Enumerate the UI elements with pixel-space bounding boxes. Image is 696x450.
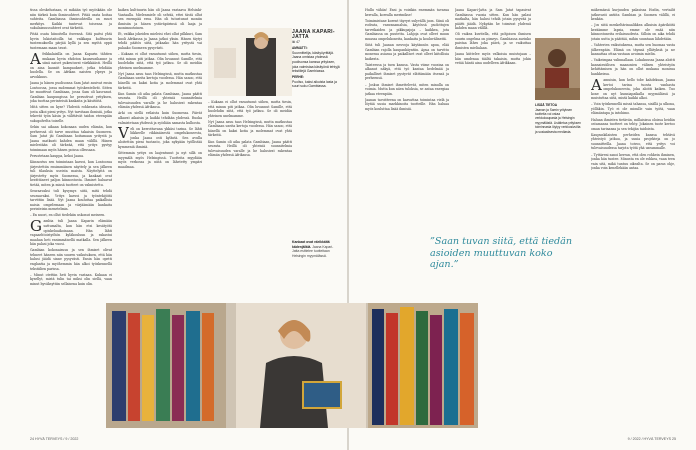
paragraph: Jaana ja hänen puolisonsa Sam Jatat asuivat ensin Lontoossa, jossa molemmat työskentelivät. Sitten he muuttivat Gambiaan, jossa Sam oli kasvanut. Gambian kaupungissa he perustivat yrityksen, joka tuottaa perinteisiä kankaita ja käsitöitä. bbox=[30, 80, 112, 104]
paragraph: Et, vaikka jokeiden mieleisi ehei ollut pilkkuri, Sam kuoli Afrikassa ja Jaana jatkoi yksin. Hänen täytyi tehdä päätös siitä, jatkaako hän yritystä vai palaako Suomeen pysyvästi. bbox=[118, 32, 202, 50]
paragraph: – Joskus ihmiset ihmettelevät, miten minulla on voimia. Mutta kun näen tuloksia, se antaa energiaa jatkaa eteenpäin. bbox=[365, 82, 449, 96]
portrait-photo bbox=[208, 28, 292, 96]
fact-box-heading: AMMATTI: bbox=[292, 46, 308, 51]
paragraph-with-dropcap bbox=[591, 75, 675, 101]
dropcap: A bbox=[591, 75, 602, 94]
photo-caption-text: Jaana Kapari-Jatta esittelee tuotteitaan Helsingin myymälässä. bbox=[292, 244, 334, 258]
main-photo bbox=[106, 303, 478, 428]
photo-caption bbox=[292, 240, 340, 258]
paragraph: Jaana kiittelee myös valkoisia muistojaan – hän umdenaa täältä takaisin, mutta jokin vetää häntä aina uudelleen Afrikkaan. bbox=[455, 52, 531, 66]
paragraph: Nyt Jaana asuu taas Helsingissä, mutta matkustaa Gambiaan useita kertoja vuodessa. Hän sanoo, että hänellä on kaksi kotia ja molemmat ovat yhtä tärkeitä. bbox=[118, 71, 202, 90]
info-box-title: LISÄÄ TIETOA bbox=[535, 103, 558, 108]
paragraph: – Kukaan ei ollut varautunut siihen, mutta tiesin, että minun piti jatkaa. Olin luvannut Samille, että huolehdin siitä, että työ jatkuu. Se oli meidän yhteinen unelmamme. bbox=[208, 100, 292, 118]
paragraph: Hullu vähän! Ensi ja voisikin enemmän tavaraa kerralla, korealla merimikse! bbox=[365, 8, 449, 17]
paragraph-text: ambia tuli Jaana Kaparin elämään sattumalta, kun hän etsi kesätyötä opiskeluaikoinaan. Hän lähti vapaaehtoistyöhön kyläkouluun ja rakastui maahan heti ensimmäisellä matkalla. Sen jälkeen hän palasi joka vuosi. bbox=[30, 219, 112, 247]
paragraph: Jaanan tavoitteena on kasvattaa toimintaa vielä ja löytää uusia markkinoita tuotteille. Hän haluaa myös kouluttaa lisää ihmisiä. bbox=[365, 97, 449, 111]
paragraph: Pitää osata hiinoitella itseensä. Sitä paitsi yhtä hyvin lukiotaitoilla tai vaikkapa kulttuurin tuntemuksella pärjää kyllä ja sen myötä oppii tuntemaan maan tavat. bbox=[30, 32, 112, 50]
paragraph: – En nuori, en ollut tiedekiin uskonut meiseen. bbox=[30, 213, 106, 218]
info-box-text: Jaanan ja Samin yrityksen tuotteita voi ostaa verkkokaupasta ja Helsingin myymälästä. Lisätietoa yrityksen toiminnasta löytyy verkkosivuilta ja sosiaalisesta mediasta. bbox=[535, 107, 581, 134]
dropcap: A bbox=[30, 49, 41, 68]
right-column-1 bbox=[365, 8, 449, 233]
left-column-1 bbox=[30, 8, 112, 434]
fact-box bbox=[292, 30, 342, 89]
paragraph-text: eli on kerrottavana ykkäsi tarina. Se lähti liikkeelle rikkinäisestä ompelukoneesta, jonka Jaana osti kylästä. Sen avulla aloitettiin pieni tuotanto, joka nykyään työllistää kymmeniä ihmisiä. bbox=[118, 126, 202, 149]
photo-caption-bold: Kankaat ovat värikkäitä kädenjälkiä. bbox=[292, 240, 330, 249]
paragraph: – Vahterien vaikutuksena, mutta sen huomaa vasta jälkeenpäin. Elämä on täynnä yllätyksiä ja ne kannattaa ottaa vastaan avoimin mielin. bbox=[591, 43, 675, 57]
paragraph: mäkemässä kurjuuden palasissa Hodin, vertailit jatkuvasti antiita Gambian ja Suomen välillä, ei kenkän. bbox=[591, 8, 675, 22]
paragraph: Seuraavaksi tuli kysymys siitä, mitä tehdä seuraavaksi. Yritys kasvoi ja työntekijöitä tarvittiin lisää. Nyt Jaana kouluttaa paikallisia naisia ompelemaan ja värjäämään kankaita perinteisin menetelmin. bbox=[30, 188, 112, 212]
paragraph: – Voin työskennellä missä tahansa, sisällä ja ulkona, yölläkin. Työ ei ole minulle vain työtä, vaan elämäntapa ja intohimo. bbox=[591, 102, 675, 116]
right-column-3 bbox=[591, 8, 675, 434]
portrait-photo-art bbox=[208, 28, 292, 96]
paragraph: Jaana Kapari-Jatta ja Sam Jatat tapasivat Gambiassa vuosia sitten. Kun hän palasi matkalta, hän halusi tehdä jotain pysyvää ja päätti jäädä. Nykyään he toimivat yhdessä kahden maan välillä. bbox=[455, 8, 531, 31]
dropcap: G bbox=[30, 216, 42, 235]
paragraph: Kaupunkilaisten perheiden kanssa tehtävä yhteistyö jatkuu, ja uusia projekteja on jo suunnitteilla. Jaana toivoo, että yritys voi tulevaisuudessa tarjota työtä yhä useammalle. bbox=[591, 132, 675, 151]
paragraph: Siitä tuli Jaanan neuvoja käytännön apua, elää Gambian rajolla kaupankäyntiin. Apua on tarvittu monessa asiassa ja paikalliset ovat olleet kiitollisia kaikesta. bbox=[365, 43, 449, 61]
fact-box-heading: PERHE: bbox=[292, 74, 305, 79]
paragraph: – Kukaan ei ollut varautunut siihen, mutta tiesin, että minun piti jatkaa. Olin luvannut Samille, että huolehdin siitä, että työ jatkuu. Se oli meidän yhteinen unelmamme. bbox=[118, 52, 202, 70]
paragraph: Toimimistane korent täyryri sulyvällä joon. Siinä oli rodrata, vanvanamalsia, käytössä pudottujen tarveikaiden ja pikkupajoja – kaikkea, jota Gambiassa on puutetta. Lahjoja ovat olleet muun muassa ompelukoneita, kankaita ja kouluvälineitä. bbox=[365, 18, 449, 41]
paragraph-text: amuisin, kun hello tobe kahdeksan, Jaana kertoi tarina tuosta vanhasta ompelukoneesta, joka aloitti kaiken. Tuo kone on nyt kunniapaikalla myymälässä ja muistuttaa siitä, mistä kaikki alkoi. bbox=[591, 78, 675, 101]
paragraph: – Tyttäreni sanoi kerran, että olen rohkein ihminen, jonka hän tuntee. Minusta en ole rohkea, vaan teen vain sitä, mikä tuntuu oikealta. Se on paras ohje, jonka voin kenellekään antaa. bbox=[591, 152, 675, 171]
paragraph: Gambian kokonaisuus ja sen ihmiset olivat tehneet häneen niin suuren vaikutuksen, että hän halusi jäädä sinne pysyvästi. Ensin hän opetti englantia ja myöhemmin hän alkoi työskennellä tekstiilien parissa. bbox=[30, 248, 112, 271]
left-column-2 bbox=[118, 8, 202, 300]
paragraph: Mitä sitten on kyse? Yhdestä rohkeasta ideasta, josta alkoi pieni yritys. Nyt tarvitaan ihmisiä, jotka tekevät työn käsin ja välittävät taidon eteenpäin sukupolvelta toiselle. bbox=[30, 105, 112, 123]
paragraph: Sittemmin yritys on laajentunut ja nyt sillä on myymälä myös Helsingissä. Tuotteita myydään myös verkossa ja niitä on lähetetty ympäri maailmaa. bbox=[118, 151, 202, 169]
main-photo-art bbox=[106, 303, 478, 428]
paragraph: Arki on siellä erilaista kuin Suomessa. Päivät alkavat aikaisin ja kaikki tehdään yhdessä. Ruoka valmistetaan yhdessä ja syödään samasta kulhosta. bbox=[118, 111, 202, 125]
dropcap: V bbox=[118, 124, 129, 143]
right-column-2 bbox=[455, 8, 531, 233]
paragraph: Haluan ihmisten tietävän, millaisissa oloissa heidän ostamansa tuotteet on tehty. Jokainen tuote kertoo oman tarinansa ja sen tekijän taidoista. bbox=[591, 117, 675, 131]
paragraph: Kiinnostus sen toimintaan kasvoi, kun Lontoossa järjestettiin ensimmäinen näyttely ja sen jälkeen tuli tilauksia useista maista. Näyttelyitä on järjestetty myös Suomessa, ja kankaat ovat herättäneet paljon kiinnostusta. Ihmiset haluavat tietää, miten ja missä tuotteet on valmistettu. bbox=[30, 160, 112, 187]
paragraph: Taisteessa ja tuen kanssa. Vasta viime vuosina on alkanut näkyä, että työ kantaa hedelmää ja paikalliset ihmiset pystyvät elättämään itsensä ja perheensä. bbox=[365, 62, 449, 81]
info-box bbox=[535, 102, 581, 134]
left-folio: 24 HYVÄ TERVEYS / 9 / 2022 bbox=[30, 437, 79, 441]
fact-box-title: JAANA KAPARI-JATTA bbox=[292, 29, 335, 41]
paragraph: tissa oleskelustaan, ei mikään työ myöskään ole niin tärkeä kuin ihmissuhteet. Pitää osata hoitaa suhteita. Gambiassa ihmissuhteilla on suuri merkitys. Kaikki tuntevat toisensa ja sukulaisuussuhteet ovat tärkeitä. bbox=[30, 8, 112, 31]
paragraph: – Vaikeimpaa valinnallaan. Lokakuussa Jaana aloitti kansainvälisen maanosien välisen yhteistyön kehittämisen ja hän on ollut mukana monissa hankkeissa. bbox=[591, 58, 675, 76]
fact-box-text: Suunnittelija, käsityöyrittäjä. Jaana omistaa yhdessä puolisonsa kanssa yrityksen, joka valmistaa käsityönä tehtyjä tekstiilejä Gambiassa. bbox=[292, 50, 340, 74]
paragraph: Perustetaan kauppa, kekoi Jaana. bbox=[30, 153, 85, 158]
paragraph: kaiken kulttuurin hän oli Jaana vastaava Helsinki-Vantaalla. Mielenmiele oli selvää, ettei tästä ollut sen enempää eroa. Hän oli tutustunut moniin ihmisiin ja hänen ystäväpiirinsä oli laaja ja monimuotoinen. bbox=[118, 8, 202, 31]
paragraph: Kun Samin oli aika palata Gambiaan, Jaana päätti seurata. Heillä oli yhteisiä suunnitelmia tulevaisuuden varalle ja he halusivat rakentaa elämän yhdessä Afrikassa. bbox=[118, 91, 202, 110]
fact-box-text: Puoliso, kaksi aikuista lasta ja suuri suku Gambiassa. bbox=[292, 79, 337, 89]
paragraph: Kun Samin oli aika palata Gambiaan, Jaana päätti seurata. Heillä oli yhteisiä suunnitelmia tulevaisuuden varalle ja he halusivat rakentaa elämän yhdessä Afrikassa. bbox=[208, 139, 292, 158]
paragraph-with-dropcap bbox=[30, 216, 112, 247]
left-column-3 bbox=[208, 100, 292, 300]
paragraph: Nyt Jaana asuu taas Helsingissä, mutta matkustaa Gambiaan useita kertoja vuodessa. Hän sanoo, että hänellä on kaksi kotia ja molemmat ovat yhtä tärkeitä. bbox=[208, 119, 292, 138]
paragraph-with-dropcap bbox=[30, 49, 112, 79]
small-photo-art bbox=[535, 38, 580, 100]
paragraph-with-dropcap bbox=[118, 124, 202, 150]
paragraph: – Jos siitä menkeltärinaalikkea alkuisin äpäriköitä keräämme lapsia, emme ole enää niin kiinnostuneita erilaisuudesta. Silloin on aika tehdä jotain uutta ja päättää, mihin suuntaan lähdetään. bbox=[591, 23, 675, 41]
paragraph-text: frikkalaisilla on Jaana Kaparin tähtien mukaan hyvin ehdoton kauneusihanne ja siinä naiset pukeutuvat värikkäästi. Heillä on aina kauniit kampaukset, jotka tehdään huolella. Se on Afrikan naisten ylpeys ja arvokkuus. bbox=[30, 52, 112, 79]
right-folio: 9 / 2022 / HYVÄ TERVEYS 25 bbox=[627, 437, 676, 441]
small-photo bbox=[535, 38, 580, 100]
pullquote: ”Saan tuvan siitä, että tiedän asioiden muuttuvan koko ajan.” bbox=[430, 236, 573, 270]
fact-box-age: iki 47 bbox=[292, 40, 300, 45]
paragraph: Oli vaikea kuvitella, että pohjoisen ihmisen suurin ongelma on pimeys. Gambiassa aurinko paistaa lähes joka päivä, ja se vaikuttaa ihmisten mielialaan. bbox=[455, 32, 531, 50]
paragraph: – Minut otettiin heti hyvin vastaan. Kukaan ei kysellyt, mistä tulin tai miksi olin siellä, vaan minut hyväksyttiin sellaisena kuin olin. bbox=[30, 272, 112, 286]
paragraph: Sekin sai aikaan kokonaan uuden elämän, kun perheessä oli tarve muuttaa takaisin Suomeen. Sam Jatat jäi Gambiaan hoitamaan yritystä ja Jaana matkusti kahden maan välillä. Hänen mielestään oli tärkeää, että yritys pystyy toimimaan myös hänen poissa ollessaan. bbox=[30, 125, 112, 152]
